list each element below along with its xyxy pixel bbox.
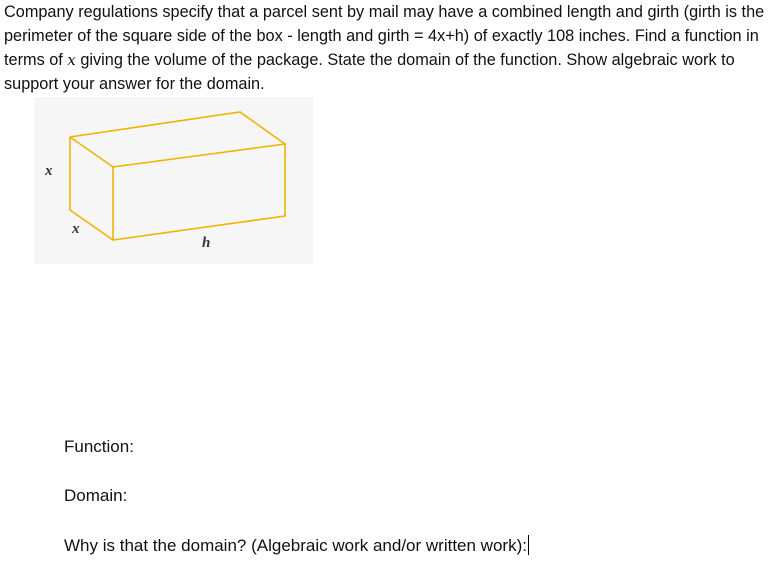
why-prompt-text: Why is that the domain? (Algebraic work and/or written work): [64, 536, 527, 555]
text-cursor [528, 535, 529, 555]
function-prompt: Function: [64, 437, 134, 456]
box-top-edge [70, 112, 285, 144]
height-label: x [45, 163, 53, 179]
problem-text-part1: Company regulations specify that a parcel sent by mail may have a combined length and girth (girth is the perimeter of the square side of the box - length and girth = 4x+h) of exactly 108 inches. Find a function in terms of [4, 3, 765, 69]
width-label: x [72, 221, 80, 237]
problem-text-part2: giving the volume of the package. State the domain of the function. Show algebraic work to support your answer for the domain. [4, 51, 735, 93]
variable-x: x [67, 51, 76, 69]
domain-prompt: Domain: [64, 486, 128, 505]
box-front-face [113, 144, 285, 240]
box-edge [70, 137, 113, 167]
problem-statement [4, 0, 772, 96]
box-diagram [34, 97, 313, 264]
why-prompt[interactable] [64, 535, 529, 556]
box-drawing [34, 97, 313, 264]
length-label: h [202, 235, 211, 251]
